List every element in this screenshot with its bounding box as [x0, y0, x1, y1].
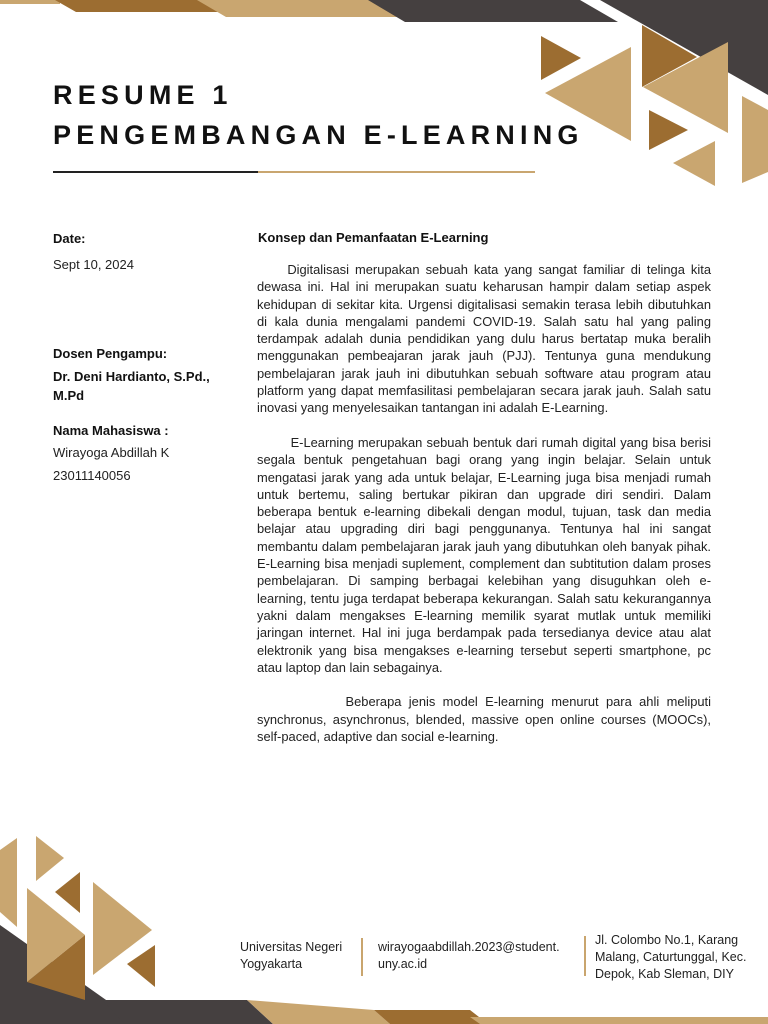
footer-email-line: wirayogaabdillah.2023@student.	[378, 940, 560, 954]
dosen-value-2: M.Pd	[53, 388, 85, 403]
footer-email	[378, 939, 560, 973]
paragraph: E-Learning merupakan sebuah bentuk dari rumah digital yang bisa berisi segala bentuk pengetahuan bagi orang yang ingin belajar. Selain untuk mengatasi jarak yang ada untuk belajar, E-Learning juga bisa menjadi rumah untuk bertemu, saling bertukar pikiran dan upgrade diri sendiri. Dalam beberapa bentuk e-learning dibekali dengan modul, tujuan, task dan media belajar atau upgrading diri bagi penggunanya. Tentunya hal ini sangat membantu dalam pembelajaran jarak jauh yang dibutuhkan oleh banyak pihak. E-Learning bisa menjadi suplement, complement dan subtitution dalam proses pembelajaran. Di samping berbagai kelebihan yang disuguhkan oleh e-learning, tentu juga terdapat beberapa kekurangan. Salah satu kekurangannya yakni dalam mengakses E-learning memilik syarat mutlak untuk memiliki jaringan internet. Hal ini juga berdampak pada tersedianya device atau alat elektronik yang bisa mengakses e-learning tersebut seperti smartphone, pc atau laptop dan lain sebagainya.	[257, 434, 711, 675]
mahasiswa-label: Nama Mahasiswa :	[53, 423, 169, 438]
date-label: Date:	[53, 231, 86, 246]
triangle	[541, 36, 581, 80]
triangle	[0, 838, 17, 927]
footer-address-line: Jl. Colombo No.1, Karang	[595, 933, 739, 947]
triangle	[649, 110, 688, 150]
title-line-2: PENGEMBANGAN E-LEARNING	[53, 120, 584, 150]
footer-separator	[584, 936, 586, 976]
top-band-dark	[368, 0, 618, 22]
body-text	[257, 261, 711, 763]
date-value: Sept 10, 2024	[53, 257, 134, 272]
footer-university	[240, 939, 342, 973]
top-band-tan	[197, 0, 400, 17]
triangle	[55, 872, 80, 913]
footer-separator	[361, 938, 363, 976]
paragraph: Beberapa jenis model E-learning menurut para ahli meliputi synchronus, asynchronus, blended, massive open online courses (MOOCs), self-paced, adaptive dan social e-learning.	[257, 694, 711, 745]
triangle	[36, 836, 64, 881]
footer-address-line: Depok, Kab Sleman, DIY	[595, 967, 734, 981]
bottom-band-tan-right	[470, 1017, 768, 1024]
paragraph: Digitalisasi merupakan sebuah kata yang sangat familiar di telinga kita dewasa ini. Hal ini merupakan suatu keharusan hampir dalam setiap aspek kehidupan di sekitar kita. Urgensi digitalisasi semakin terasa lebih dibutuhkan di kala dunia mengalami pandemi COVID-19. Salah satu hal yang paling terdampak adalah dunia pendidikan yang dulu harus bertatap muka beralih menggunakan pembeajaran jarak jauh (PJJ). Tentunya guna mendukung pembelajaran jarak jauh ini dibutuhkan sebuah software atau program atau platform yang dapat memfasilitasi pembelajaran secara jarak jauh. Salah satu inovasi yang menyelesaikan tantangan ini adalah E-Learning.	[257, 262, 711, 416]
top-band-tan-left	[0, 0, 60, 4]
mahasiswa-name: Wirayoga Abdillah K	[53, 445, 170, 460]
title-divider-tan	[258, 171, 535, 173]
triangle	[673, 141, 715, 186]
title-divider-dark	[53, 171, 258, 173]
mahasiswa-nim: 23011140056	[53, 468, 131, 483]
top-band-brown	[55, 0, 222, 12]
title-line-1: RESUME 1	[53, 80, 233, 110]
dosen-value: Dr. Deni Hardianto, S.Pd.,	[53, 369, 210, 384]
footer-university-line: Yogyakarta	[240, 957, 303, 971]
section-heading: Konsep dan Pemanfaatan E-Learning	[258, 230, 489, 245]
footer-address-line: Malang, Caturtunggal, Kec.	[595, 950, 747, 964]
footer-university-line: Universitas Negeri	[240, 940, 343, 954]
footer-address	[595, 932, 746, 983]
triangle	[127, 945, 155, 987]
triangle	[742, 96, 768, 183]
footer-email-line: uny.ac.id	[378, 957, 428, 971]
dosen-label: Dosen Pengampu:	[53, 346, 168, 361]
bottom-band-dark	[102, 1000, 273, 1024]
